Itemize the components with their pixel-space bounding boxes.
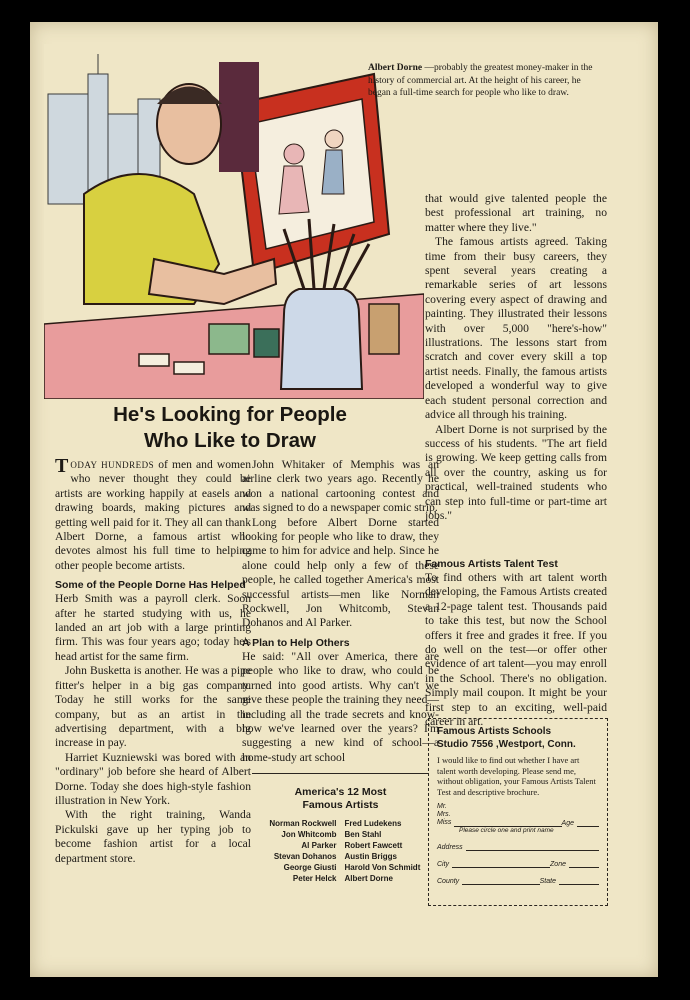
lead-caps: ODAY HUNDREDS [70,460,155,470]
headline [60,402,400,454]
paragraph: To find others with art talent worth developing, the Famous Artists created a 12-page talent test. Thousands paid to take this test, but now the School offers it free and grades it free. If you do well on the test—or offer other evidence of art talent—you may enroll in the School. There's no obligation. Simply mail coupon. It might be your first step to an exciting, well-paid career in art. [425,571,607,729]
city-label: City [437,861,450,869]
paragraph: Herb Smith was a payroll clerk. Soon after he started studying with us, he landed an art job with a large printing firm. This was four years ago; today he's head artist for the same firm. [55,592,251,663]
drop-cap: T [55,455,69,477]
artist-name: George Giusti [283,863,337,873]
artists-title-line-2: Famous Artists [302,799,379,812]
intro-text: of men and women who never thought they could be artists are working happily at easels and drawing boards, making pictures and getting well paid for it. They all can thank Albert Dorne, a famous artist who devotes almost his full time to helping other people become artists. [55,458,251,572]
subheading: Famous Artists Talent Test [425,558,558,570]
mail-coupon[interactable] [428,718,608,906]
paragraph: Long before Albert Dorne started looking for people who like to draw, they came to him for advice and help. Since he alone could help only a few of these people, he called together America's most successful artists—men like Norman Rockwell, Jon Whitcomb, Stevan Dohanos and Al Parker. [242,515,439,630]
artist-name: Austin Briggs [344,852,397,862]
coupon-body: I would like to find out whether I have art talent worth developing. Please send me, without obligation, your Famous Artists Talent Test and descriptive brochure. [437,755,596,797]
age-label: Age [561,820,574,828]
artist-name: Stevan Dohanos [273,852,337,862]
artists-box-title [242,786,439,812]
column-2 [242,458,439,884]
illustration-caption [368,62,598,100]
paragraph: John Whitaker of Memphis was an airline clerk two years ago. Recently he won a national cartooning contest and was signed to do a newspaper comic strip. [242,458,439,515]
column-1 [55,455,251,866]
column-3 [425,552,607,729]
name-field[interactable] [437,803,599,827]
artist-name: Peter Helck [292,874,337,884]
intro-paragraph [55,455,251,573]
headline-line-2: Who Like to Draw [144,429,316,452]
zone-label: Zone [550,861,566,869]
county-line[interactable] [462,874,539,885]
miss-label: Miss [437,819,452,827]
coupon-title-1: Famous Artists Schools [437,726,552,737]
divider [252,773,429,774]
zone-line[interactable] [569,857,599,868]
mr-label: Mr. [437,803,447,811]
paragraph: John Busketta is another. He was a pipe fitter's helper in a big gas company. Today he still works for the same company, but as an artist in the advertising department, with a big increase in pay. [55,664,251,750]
paragraph: Albert Dorne is not surprised by the success of his students. "The art field is growing. We keep getting calls from all over the country, asking us for practical, well-trained students who can step into full-time or part-time art jobs." [425,422,607,522]
address-line[interactable] [466,840,599,851]
address-label: Address [437,844,463,852]
brush-jar [281,289,362,389]
county-field[interactable] [437,874,599,885]
artist-name: Ben Stahl [344,830,382,840]
paragraph: that would give talented people the best professional art training, no matter where they live." [425,192,607,234]
artist-name: Norman Rockwell [269,819,337,829]
age-line[interactable] [577,816,599,827]
name-line[interactable] [454,816,561,827]
state-label: State [539,878,556,886]
artist-name: Harold Von Schmidt [344,863,421,873]
headline-line-1: He's Looking for People [113,403,347,426]
artist-name: Al Parker [301,841,337,851]
subheading: A Plan to Help Others [242,636,350,649]
coupon-title-2: Studio 7556 ,Westport, Conn. [437,739,576,750]
paragraph: With the right training, Wanda Pickulski gave up her typing job to become fashion artist for a local department store. [55,808,251,865]
print-name-note: Please circle one and print name [459,827,554,835]
caption-text: —probably the greatest money-maker in the history of commercial art. At the height of his career, he began a full-time search for people who like to draw. [368,63,593,98]
artist-name: Albert Dorne [344,874,393,884]
address-field[interactable] [437,840,599,851]
county-label: County [437,878,460,886]
artist-illustration [44,44,424,399]
artist-name: Fred Ludekens [344,819,402,829]
paragraph: He said: "All over America, there are people who like to draw, who could be turned into good artists. Why can't we give these people the training they need—including all the trade secrets and know-how we've learned over the years? I'm suggesting a new kind of school—a home-study art school [242,649,439,764]
caption-name: Albert Dorne [368,63,423,73]
paragraph: The famous artists agreed. Taking time from their busy careers, they spent several years creating a remarkable series of art lessons covering every aspect of drawing and painting. They illustrated their lessons with over 5,000 "here's-how" illustrations. The lessons start from scratch and cover every skill a top artist needs. Finally, the famous artists developed a wonderful way to give each student personal correction and advice all through his training. [425,235,607,422]
right-column-top [425,192,607,523]
artist-name: Jon Whitcomb [281,830,337,840]
state-line[interactable] [559,874,599,885]
artist-name: Robert Fawcett [344,841,403,851]
subheading: Some of the People Dorne Has Helped [55,579,246,592]
drawing-paper [249,99,374,249]
artists-list [242,818,439,884]
city-line[interactable] [452,857,550,868]
mrs-label: Mrs. [437,811,451,819]
paragraph: Harriet Kuzniewski was bored with an "ordinary" job before she heard of Albert Dorne. Today she does high-style fashion illustration in New York. [55,750,251,807]
artists-title-line-1: America's 12 Most [294,786,387,799]
city-field[interactable] [437,857,599,868]
